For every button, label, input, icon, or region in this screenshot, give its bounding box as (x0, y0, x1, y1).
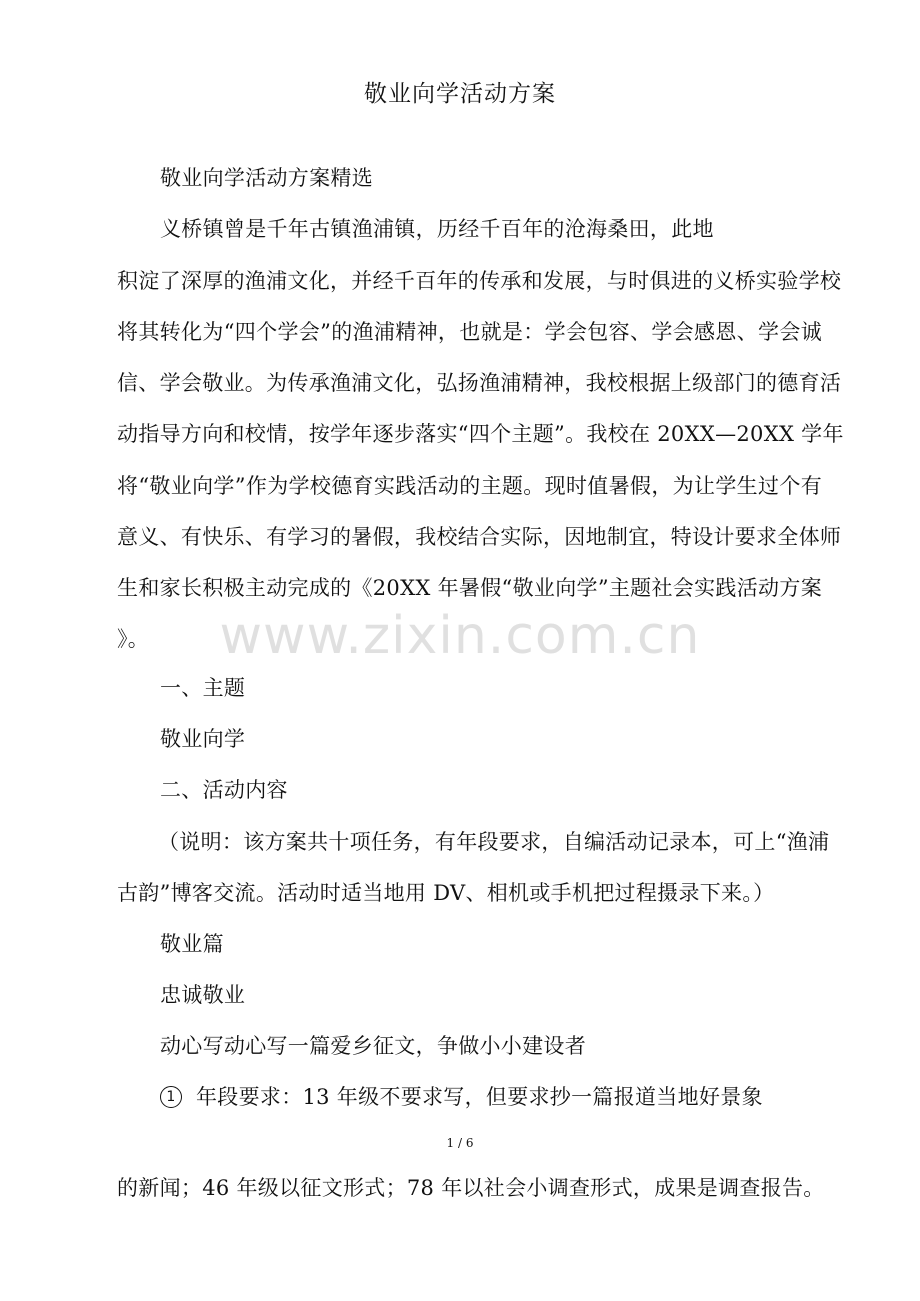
circled-number: 1 (160, 1086, 182, 1108)
continuation-line: 的新闻；46 年级以征文形式；78 年以社会小调查形式，成果是调查报告。 (117, 1176, 825, 1200)
intro-line: 生和家长积极主动完成的《20XX 年暑假“敬业向学”主题社会实践活动方案 (117, 576, 822, 600)
intro-line: 意义、有快乐、有学习的暑假，我校结合实际，因地制宜，特设计要求全体师 (117, 525, 842, 549)
section-content: 敬业向学 (160, 727, 246, 751)
item-text: 年段要求：13 年级不要求写，但要求抄一篇报道当地好景象 (196, 1085, 763, 1109)
intro-line: 将其转化为“四个学会”的渔浦精神，也就是：学会包容、学会感恩、学会诚 (117, 320, 822, 344)
note-line: （说明：该方案共十项任务，有年段要求，自编活动记录本，可上“渔浦 (158, 830, 830, 854)
numbered-item (160, 1079, 763, 1115)
intro-line: 将“敬业向学”作为学校德育实践活动的主题。现时值暑假，为让学生过个有 (117, 474, 822, 498)
document-subtitle: 敬业向学活动方案精选 (160, 166, 373, 190)
intro-line: 积淀了深厚的渔浦文化，并经千百年的传承和发展，与时俱进的义桥实验学校 (117, 269, 842, 293)
intro-line: 信、学会敬业。为传承渔浦文化，弘扬渔浦精神，我校根据上级部门的德育活 (117, 371, 842, 395)
intro-line: 义桥镇曾是千年古镇渔浦镇，历经千百年的沧海桑田，此地 (160, 217, 714, 241)
page-indicator: 1 / 6 (446, 1136, 474, 1150)
section-heading: 二、活动内容 (160, 778, 288, 802)
note-line: 古韵”博客交流。活动时适当地用 DV、相机或手机把过程摄录下来。） (117, 881, 775, 905)
document-title: 敬业向学活动方案 (364, 81, 556, 107)
intro-line: 动指导方向和校情，按学年逐步落实“四个主题”。我校在 20XX—20XX 学年 (117, 422, 844, 446)
section-heading: 一、主题 (160, 676, 246, 700)
task-title: 动心写动心写一篇爱乡征文，争做小小建设者 (160, 1034, 586, 1058)
watermark: www.zixin.com.cn (219, 606, 701, 666)
part-title: 敬业篇 (160, 932, 224, 956)
intro-line: 》。 (117, 627, 150, 651)
subpart-title: 忠诚敬业 (160, 983, 246, 1007)
